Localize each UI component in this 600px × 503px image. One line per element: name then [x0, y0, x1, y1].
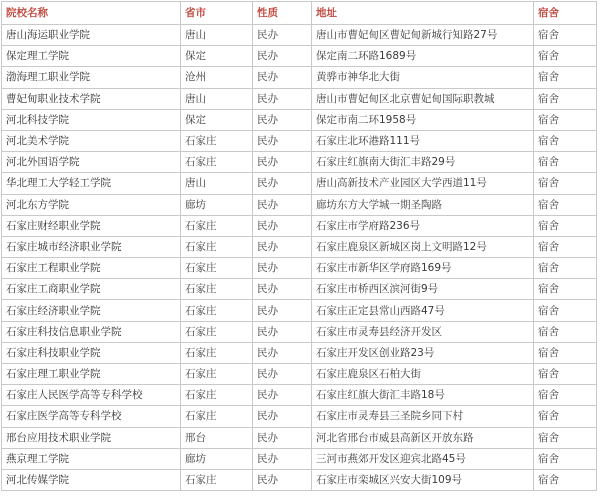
cell-dormitory: 宿舍: [534, 215, 597, 236]
cell-address: 石家庄红旗大街汇丰路18号: [312, 385, 534, 406]
table-row: [2, 321, 597, 342]
cell-school-name: 燕京理工学院: [2, 448, 181, 469]
cell-school-name: 石家庄理工职业学院: [2, 364, 181, 385]
cell-dormitory: 宿舍: [534, 385, 597, 406]
cell-school-name: 邢台应用技术职业学院: [2, 427, 181, 448]
cell-address: 唐山市曹妃甸区曹妃甸新城行知路27号: [312, 25, 534, 46]
table-row: [2, 88, 597, 109]
cell-nature: 民办: [253, 342, 312, 363]
cell-province-city: 保定: [181, 109, 253, 130]
cell-address: 石家庄北环港路111号: [312, 130, 534, 151]
cell-nature: 民办: [253, 406, 312, 427]
cell-province-city: 石家庄: [181, 130, 253, 151]
cell-province-city: 邢台: [181, 427, 253, 448]
table-row: [2, 46, 597, 67]
cell-dormitory: 宿舍: [534, 109, 597, 130]
cell-address: 石家庄市新华区学府路169号: [312, 258, 534, 279]
header-address: 地址: [312, 2, 534, 25]
table-row: [2, 469, 597, 490]
table-row: [2, 448, 597, 469]
table-row: [2, 258, 597, 279]
cell-address: 石家庄鹿泉区石柏大街: [312, 364, 534, 385]
cell-nature: 民办: [253, 279, 312, 300]
cell-province-city: 廊坊: [181, 194, 253, 215]
cell-province-city: 保定: [181, 46, 253, 67]
cell-school-name: 渤海理工职业学院: [2, 67, 181, 88]
cell-dormitory: 宿舍: [534, 173, 597, 194]
cell-school-name: 石家庄人民医学高等专科学校: [2, 385, 181, 406]
cell-province-city: 石家庄: [181, 152, 253, 173]
cell-school-name: 曹妃甸职业技术学院: [2, 88, 181, 109]
cell-nature: 民办: [253, 258, 312, 279]
cell-province-city: 石家庄: [181, 279, 253, 300]
cell-address: 唐山市曹妃甸区北京曹妃甸国际职教城: [312, 88, 534, 109]
cell-school-name: 河北传媒学院: [2, 469, 181, 490]
cell-address: 保定南二环路1689号: [312, 46, 534, 67]
table-row: [2, 385, 597, 406]
table-row: [2, 152, 597, 173]
cell-province-city: 沧州: [181, 67, 253, 88]
cell-dormitory: 宿舍: [534, 194, 597, 215]
cell-nature: 民办: [253, 364, 312, 385]
cell-dormitory: 宿舍: [534, 342, 597, 363]
cell-dormitory: 宿舍: [534, 321, 597, 342]
cell-nature: 民办: [253, 67, 312, 88]
table-row: [2, 130, 597, 151]
cell-school-name: 石家庄工程职业学院: [2, 258, 181, 279]
cell-province-city: 石家庄: [181, 236, 253, 257]
header-province-city: 省市: [181, 2, 253, 25]
cell-dormitory: 宿舍: [534, 236, 597, 257]
table-body: [2, 25, 597, 491]
cell-dormitory: 宿舍: [534, 258, 597, 279]
cell-school-name: 唐山海运职业学院: [2, 25, 181, 46]
cell-address: 廊坊东方大学城一期圣陶路: [312, 194, 534, 215]
table-row: [2, 67, 597, 88]
table-row: [2, 25, 597, 46]
table-row: [2, 109, 597, 130]
cell-address: 黄骅市神华北大街: [312, 67, 534, 88]
cell-address: 唐山高新技术产业园区大学西道11号: [312, 173, 534, 194]
cell-school-name: 石家庄经济职业学院: [2, 300, 181, 321]
cell-nature: 民办: [253, 448, 312, 469]
cell-school-name: 河北科技学院: [2, 109, 181, 130]
cell-dormitory: 宿舍: [534, 130, 597, 151]
cell-dormitory: 宿舍: [534, 300, 597, 321]
cell-school-name: 石家庄工商职业学院: [2, 279, 181, 300]
cell-school-name: 河北美术学院: [2, 130, 181, 151]
cell-nature: 民办: [253, 300, 312, 321]
cell-nature: 民办: [253, 152, 312, 173]
cell-province-city: 石家庄: [181, 258, 253, 279]
cell-nature: 民办: [253, 173, 312, 194]
cell-nature: 民办: [253, 427, 312, 448]
cell-school-name: 石家庄财经职业学院: [2, 215, 181, 236]
cell-dormitory: 宿舍: [534, 46, 597, 67]
table-row: [2, 215, 597, 236]
cell-province-city: 石家庄: [181, 364, 253, 385]
cell-province-city: 石家庄: [181, 385, 253, 406]
cell-school-name: 石家庄城市经济职业学院: [2, 236, 181, 257]
cell-address: 石家庄市桥西区滨河街9号: [312, 279, 534, 300]
table-row: [2, 342, 597, 363]
cell-province-city: 石家庄: [181, 215, 253, 236]
cell-province-city: 唐山: [181, 173, 253, 194]
cell-address: 石家庄市灵寿县经济开发区: [312, 321, 534, 342]
cell-nature: 民办: [253, 194, 312, 215]
cell-school-name: 河北东方学院: [2, 194, 181, 215]
table-row: [2, 406, 597, 427]
table-row: [2, 427, 597, 448]
table-row: [2, 173, 597, 194]
cell-address: 石家庄正定县常山西路47号: [312, 300, 534, 321]
header-nature: 性质: [253, 2, 312, 25]
cell-nature: 民办: [253, 469, 312, 490]
cell-province-city: 石家庄: [181, 469, 253, 490]
cell-dormitory: 宿舍: [534, 25, 597, 46]
cell-address: 石家庄市灵寿县三圣院乡同下村: [312, 406, 534, 427]
table-row: [2, 279, 597, 300]
cell-dormitory: 宿舍: [534, 469, 597, 490]
cell-school-name: 保定理工学院: [2, 46, 181, 67]
cell-province-city: 石家庄: [181, 342, 253, 363]
cell-nature: 民办: [253, 236, 312, 257]
cell-province-city: 唐山: [181, 25, 253, 46]
cell-address: 石家庄市学府路236号: [312, 215, 534, 236]
cell-dormitory: 宿舍: [534, 152, 597, 173]
cell-school-name: 河北外国语学院: [2, 152, 181, 173]
cell-nature: 民办: [253, 25, 312, 46]
header-dormitory: 宿舍: [534, 2, 597, 25]
cell-nature: 民办: [253, 385, 312, 406]
cell-nature: 民办: [253, 88, 312, 109]
cell-nature: 民办: [253, 130, 312, 151]
cell-address: 石家庄市栾城区兴安大街109号: [312, 469, 534, 490]
cell-nature: 民办: [253, 215, 312, 236]
cell-dormitory: 宿舍: [534, 67, 597, 88]
cell-nature: 民办: [253, 46, 312, 67]
cell-address: 保定市南二环1958号: [312, 109, 534, 130]
cell-province-city: 石家庄: [181, 321, 253, 342]
cell-nature: 民办: [253, 109, 312, 130]
table-row: [2, 236, 597, 257]
cell-address: 三河市燕郊开发区迎宾北路45号: [312, 448, 534, 469]
cell-school-name: 石家庄医学高等专科学校: [2, 406, 181, 427]
cell-address: 石家庄红旗南大街汇丰路29号: [312, 152, 534, 173]
cell-province-city: 石家庄: [181, 300, 253, 321]
cell-school-name: 石家庄科技信息职业学院: [2, 321, 181, 342]
header-row: [2, 2, 597, 25]
header-school-name: 院校名称: [2, 2, 181, 25]
cell-address: 石家庄鹿泉区新城区岗上文明路12号: [312, 236, 534, 257]
table-row: [2, 300, 597, 321]
cell-province-city: 石家庄: [181, 406, 253, 427]
cell-school-name: 华北理工大学轻工学院: [2, 173, 181, 194]
table-row: [2, 364, 597, 385]
school-table: [1, 1, 597, 491]
cell-address: 石家庄开发区创业路23号: [312, 342, 534, 363]
cell-dormitory: 宿舍: [534, 448, 597, 469]
cell-dormitory: 宿舍: [534, 88, 597, 109]
cell-dormitory: 宿舍: [534, 406, 597, 427]
cell-nature: 民办: [253, 321, 312, 342]
cell-dormitory: 宿舍: [534, 279, 597, 300]
cell-address: 河北省邢台市威县高新区开放东路: [312, 427, 534, 448]
cell-province-city: 廊坊: [181, 448, 253, 469]
cell-school-name: 石家庄科技职业学院: [2, 342, 181, 363]
cell-dormitory: 宿舍: [534, 364, 597, 385]
cell-province-city: 唐山: [181, 88, 253, 109]
table-row: [2, 194, 597, 215]
cell-dormitory: 宿舍: [534, 427, 597, 448]
